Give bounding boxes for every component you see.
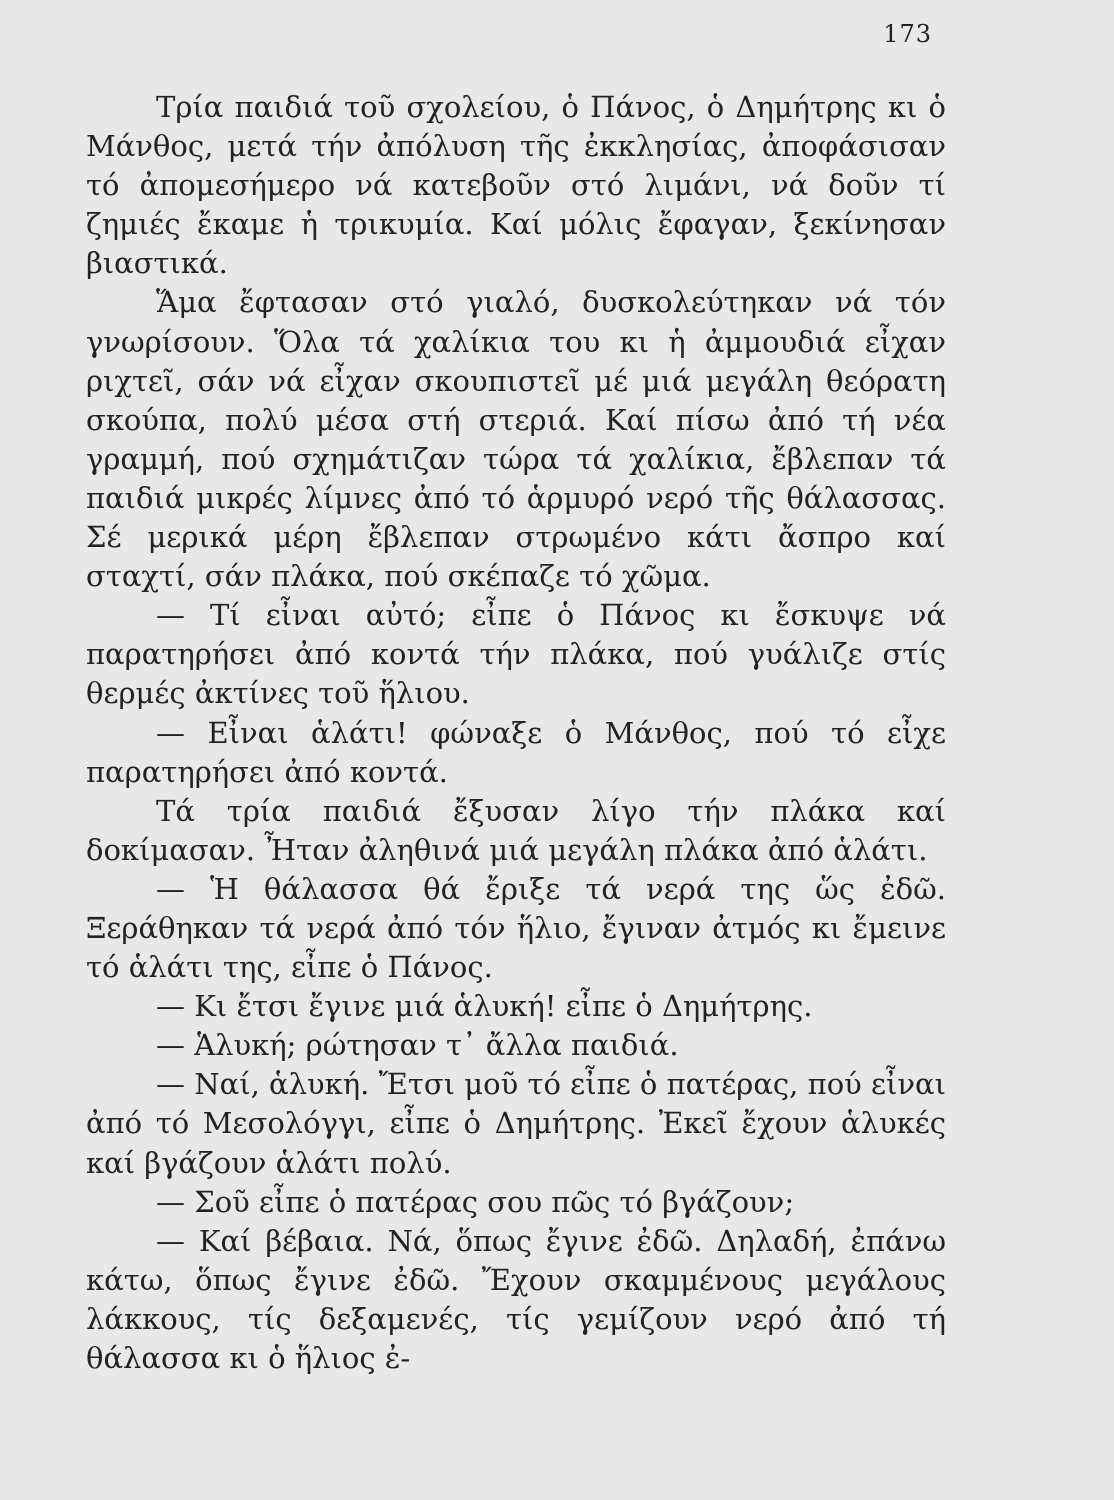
paragraph-6: — Ἡ θάλασσα θά ἔριξε τά νερά της ὥς ἐδῶ. Ξεράθηκαν τά νερά ἀπό τόν ἥλιο, ἔγιναν ἀτμός κι ἔμεινε τό ἁλάτι της, εἶπε ὁ Πάνος. <box>86 871 946 985</box>
paragraph-2: Ἅμα ἔφτασαν στό γιαλό, δυσκολεύτηκαν νά τόν γνωρίσουν. Ὅλα τά χαλίκια του κι ἡ ἀμμουδιά εἶχαν ριχτεῖ, σάν νά εἶχαν σκουπιστεῖ μέ μιά μεγάλη θεόρατη σκούπα, πολύ μέσα στή στεριά. Καί πίσω ἀπό τή νέα γραμμή, πού σχημάτιζαν τώρα τά χαλίκια, ἔβλεπαν τά παιδιά μικρές λίμνες ἀπό τό ἁρμυρό νερό τῆς θάλασσας. Σέ μερικά μέρη ἔβλεπαν στρωμένο κάτι ἄσπρο καί σταχτί, σάν πλάκα, πού σκέπαζε τό χῶμα. <box>86 285 946 594</box>
paragraph-4: — Εἶναι ἁλάτι! φώναξε ὁ Μάνθος, πού τό εἶχε παρατηρήσει ἀπό κοντά. <box>86 715 946 789</box>
paragraph-1: Τρία παιδιά τοῦ σχολείου, ὁ Πάνος, ὁ Δημήτρης κι ὁ Μάνθος, μετά τήν ἀπόλυση τῆς ἐκκλησίας, ἀποφάσισαν τό ἀπομεσήμερο νά κατεβοῦν στό λιμάνι, νά δοῦν τί ζημιές ἔκαμε ἡ τρικυμία. Καί μόλις ἔφαγαν, ξεκίνησαν βιαστικά. <box>86 90 946 281</box>
paragraph-9: — Ναί, ἁλυκή. Ἔτσι μοῦ τό εἶπε ὁ πατέρας, πού εἶναι ἀπό τό Μεσολόγγι, εἶπε ὁ Δημήτρης. Ἐκεῖ ἔχουν ἁλυκές καί βγάζουν ἁλάτι πολύ. <box>86 1067 946 1180</box>
paragraph-8: — Ἁλυκή; ρώτησαν τ᾿ ἄλλα παιδιά. <box>156 1028 679 1063</box>
paragraph-7: — Κι ἔτσι ἔγινε μιά ἁλυκή! εἶπε ὁ Δημήτρης. <box>156 989 813 1024</box>
paragraph-5: Τά τρία παιδιά ἔξυσαν λίγο τήν πλάκα καί δοκίμασαν. Ἦταν ἀληθινά μιά μεγάλη πλάκα ἀπό ἁλάτι. <box>86 793 946 867</box>
paragraph-11: — Καί βέβαια. Νά, ὅπως ἔγινε ἐδῶ. Δηλαδή, ἐπάνω κάτω, ὅπως ἔγινε ἐδῶ. Ἔχουν σκαμμένους μεγάλους λάκκους, τίς δεξαμενές, τίς γεμίζουν νερό ἀπό τή θάλασσα κι ὁ ἥλιος ἐ- <box>86 1223 946 1375</box>
paragraph-3: — Τί εἶναι αὐτό; εἶπε ὁ Πάνος κι ἔσκυψε νά παρατηρήσει ἀπό κοντά τήν πλάκα, πού γυάλιζε στίς θερμές ἀκτίνες τοῦ ἥλιου. <box>86 598 946 711</box>
page-number: 173 <box>883 20 932 48</box>
paragraph-10: — Σοῦ εἶπε ὁ πατέρας σου πῶς τό βγάζουν; <box>156 1184 795 1219</box>
body-text <box>86 88 946 1378</box>
